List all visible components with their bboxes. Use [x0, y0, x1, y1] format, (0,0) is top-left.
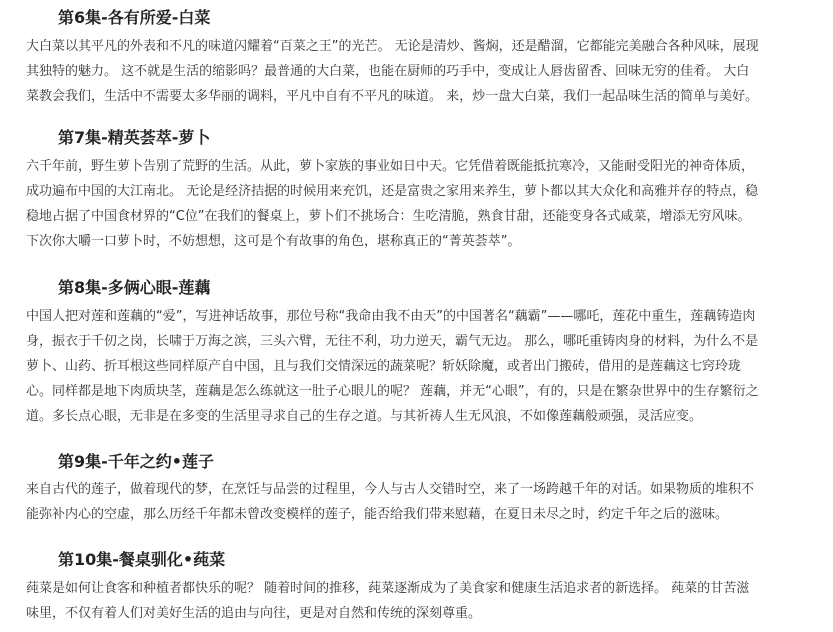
paragraph-line: 六千年前，野生萝卜告别了荒野的生活。从此，萝卜家族的事业如日中天。它凭借着既能抵抗寒冷，又能耐受阳光的神奇体质，	[26, 159, 755, 174]
paragraph-line: 萝卜、山药、折耳根这些同样原产自中国，且与我们交情深远的蔬菜呢？斩妖除魔，或者出门搬砖，借用的是莲藕这七窍玲珑	[26, 359, 742, 374]
episode-description	[26, 154, 816, 254]
episode-description	[26, 304, 816, 429]
episode-title: 第10集-餐桌驯化•莼菜	[58, 550, 226, 569]
paragraph-line: 道。多长点心眼，无非是在多变的生活里寻求自己的生存之道。与其祈祷人生无风浪，不如像莲藕般顽强，灵活应变。	[26, 409, 703, 424]
paragraph-line: 其独特的魅力。 这不就是生活的缩影吗？最普通的大白菜，也能在厨师的巧手中，变成让人唇齿留香、回味无穷的佳肴。 大白	[26, 64, 750, 79]
episode-title: 第6集-各有所爱-白菜	[58, 8, 211, 27]
paragraph-line: 心。同样都是地下肉质块茎，莲藕是怎么练就这一肚子心眼儿的呢？ 莲藕，并无“心眼”，有的，只是在繁杂世界中的生存繁衍之	[26, 384, 759, 399]
paragraph-line: 成功遍布中国的大江南北。 无论是经济拮据的时候用来充饥，还是富贵之家用来养生，萝卜都以其大众化和高雅并存的特点，稳	[26, 184, 759, 199]
episode-title: 第8集-多俩心眼-莲藕	[58, 278, 211, 297]
episode-description	[26, 477, 816, 527]
paragraph-line: 身，振衣于千仞之岗，长啸于万海之滨，三头六臂，无往不利，功力逆天，霸气无边。 那么，哪吒重铸肉身的材料，为什么不是	[26, 334, 759, 349]
episode-title: 第7集-精英荟萃-萝卜	[58, 128, 211, 147]
episode-description	[26, 34, 816, 109]
paragraph-line: 味里，不仅有着人们对美好生活的追由与向往，更是对自然和传统的深刻尊重。	[26, 606, 482, 621]
paragraph-line: 下次你大嚼一口萝卜时，不妨想想，这可是个有故事的角色，堪称真正的“菁英荟萃”。	[26, 234, 521, 249]
paragraph-line: 中国人把对莲和莲藕的“爱”，写进神话故事，那位号称“我命由我不由天”的中国著名“藕霸”——哪吒，莲花中重生，莲藕铸造肉	[26, 309, 756, 324]
episode-title: 第9集-千年之约•莲子	[58, 452, 215, 471]
paragraph-line: 菜教会我们，生活中不需要太多华丽的调料，平凡中自有不平凡的味道。 来，炒一盘大白菜，我们一起品味生活的简单与美好。	[26, 89, 759, 104]
paragraph-line: 能弥补内心的空虚，那么历经千年都未曾改变模样的莲子，能否给我们带来慰藉，在夏日未尽之时，约定千年之后的滋味。	[26, 507, 729, 522]
episode-description	[26, 576, 816, 626]
paragraph-line: 稳地占据了中国食材界的“C位”在我们的餐桌上，萝卜们不挑场合：生吃清脆，熟食甘甜，还能变身各式咸菜，增添无穷风味。	[26, 209, 751, 224]
paragraph-line: 大白菜以其平凡的外表和不凡的味道闪耀着“百菜之王”的光芒。 无论是清炒、酱焖，还是醋溜，它都能完美融合各种风味，展现	[26, 39, 759, 54]
paragraph-line: 来自古代的莲子，做着现代的梦，在烹饪与品尝的过程里，今人与古人交错时空，来了一场跨越千年的对话。如果物质的堆积不	[26, 482, 755, 497]
paragraph-line: 莼菜是如何让食客和种植者都快乐的呢？ 随着时间的推移，莼菜逐渐成为了美食家和健康生活追求者的新选择。 莼菜的甘苦滋	[26, 581, 750, 596]
